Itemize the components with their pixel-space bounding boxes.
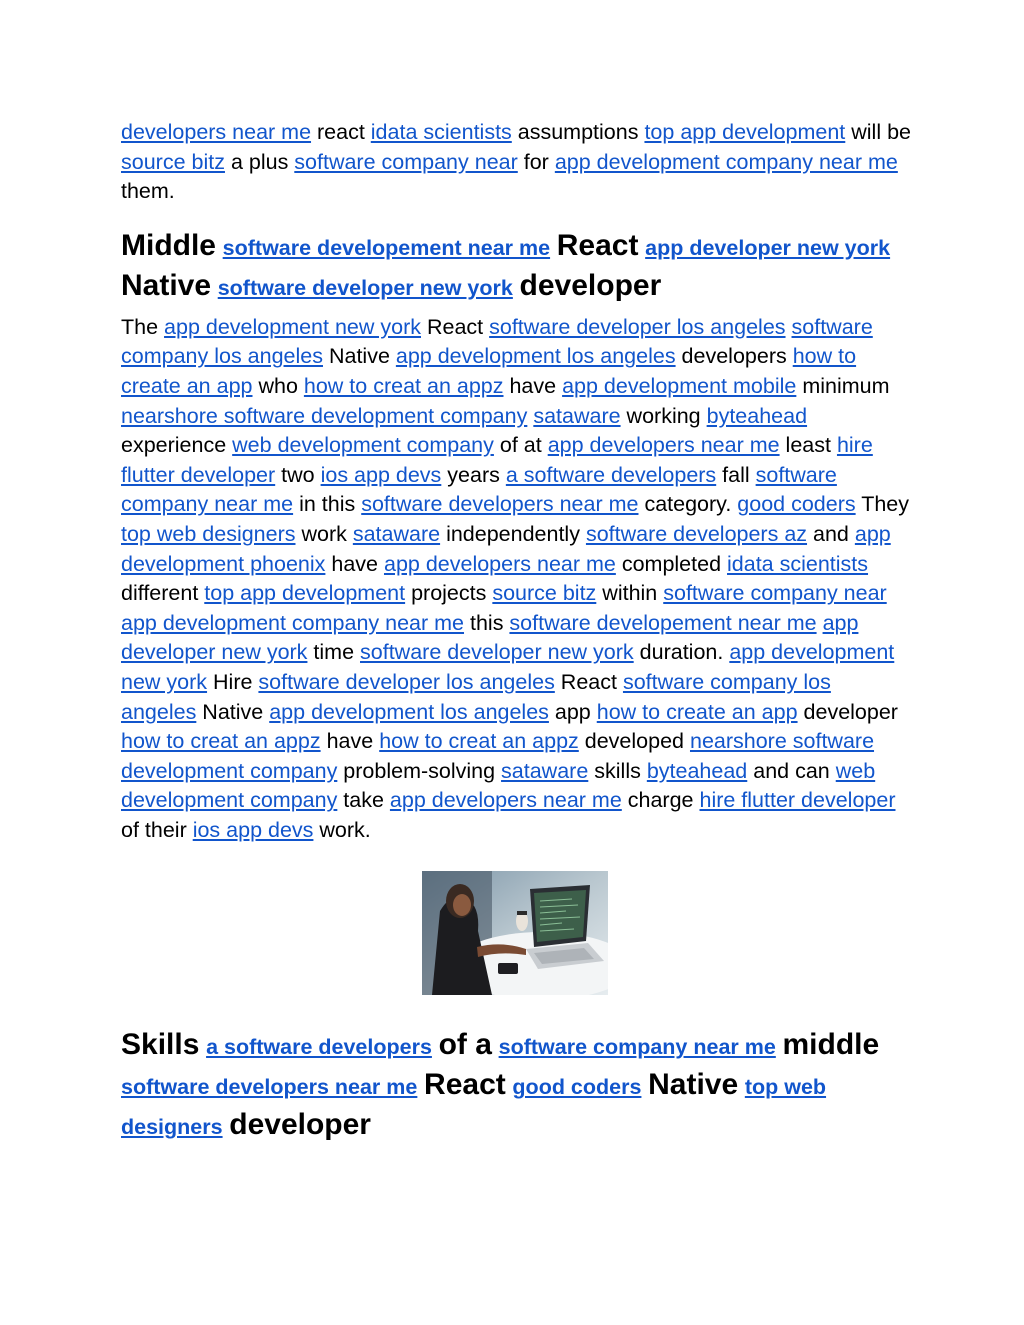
keyword-link[interactable]: how to creat an appz [121,729,321,754]
figure [121,871,911,1000]
text-run: work. [313,817,371,842]
heading-word: Middle [121,228,216,262]
keyword-link[interactable]: hire flutter developer [699,788,896,813]
keyword-link[interactable]: software company los angeles [121,669,831,724]
keyword-link[interactable]: app developers near me [383,551,616,576]
heading-word: React [424,1068,506,1102]
text-run [216,234,223,261]
keyword-link[interactable]: app developers near me [389,788,622,813]
text-run: developed [578,729,690,754]
keyword-link[interactable]: app developer new york [645,235,891,260]
keyword-link[interactable]: source bitz [492,581,597,606]
keyword-link[interactable]: app developers near me [547,433,780,458]
keyword-link[interactable]: software company near [663,581,887,606]
text-run: work [295,521,353,546]
text-run: who [252,373,304,398]
text-run: and can [747,758,836,783]
keyword-link[interactable]: web development company [232,433,494,458]
keyword-link[interactable]: software developement near me [222,235,551,260]
text-run: will be [845,120,911,144]
keyword-link[interactable]: top app development [644,120,846,144]
text-run: charge [621,788,700,813]
keyword-link[interactable]: good coders [512,1075,642,1100]
text-run: in this [293,492,362,517]
text-run [513,274,520,301]
text-run: this [464,610,510,635]
heading-word: Native [121,268,212,302]
keyword-link[interactable]: source bitz [121,149,225,174]
text-run: two [275,462,321,487]
intro-paragraph [121,118,911,207]
text-run: problem-solving [337,758,502,783]
keyword-link[interactable]: web development company [121,758,876,813]
text-run: developer [797,699,898,724]
text-run: have [503,373,563,398]
text-run: of at [493,433,548,458]
keyword-link[interactable]: a software developers [206,1035,432,1060]
keyword-link[interactable]: app development mobile [562,373,797,398]
keyword-link[interactable]: software company near [294,149,518,174]
keyword-link[interactable]: software developer new york [217,275,513,300]
text-run: React [554,669,623,694]
text-run: React [421,314,490,339]
keyword-link[interactable]: software developer new york [360,640,634,665]
keyword-link[interactable]: how to creat an appz [303,373,504,398]
keyword-link[interactable]: how to creat an appz [379,729,579,754]
keyword-link[interactable]: app development phoenix [121,521,891,576]
text-run: They [855,492,910,517]
keyword-link[interactable]: app development los angeles [269,699,549,724]
keyword-link[interactable]: nearshore software development company [121,403,528,428]
text-run: react [311,120,371,144]
keyword-link[interactable]: byteahead [646,758,748,783]
text-run: independently [440,521,586,546]
keyword-link[interactable]: software developers az [585,521,808,546]
keyword-link[interactable]: how to create an app [121,344,857,398]
keyword-link[interactable]: top web designers [121,1075,827,1140]
text-run [492,1033,499,1060]
heading-word: Skills [121,1028,200,1062]
heading-word: of a [438,1028,492,1062]
keyword-link[interactable]: sataware [352,521,441,546]
text-run: duration. [633,640,730,665]
text-run: skills [588,758,647,783]
keyword-link[interactable]: software developement near me [509,610,817,635]
photo-woman-laptop-icon [422,871,608,995]
text-run: within [596,581,664,606]
keyword-link[interactable]: software company near me [498,1035,776,1060]
keyword-link[interactable]: top app development [204,581,406,606]
text-run: fall [716,462,756,487]
text-run: category. [638,492,738,517]
text-run: a plus [224,149,295,174]
section-heading-skills [121,1026,911,1146]
text-run: The [121,314,165,339]
keyword-link[interactable]: developers near me [121,120,312,144]
text-run [738,1073,745,1100]
keyword-link[interactable]: a software developers [505,462,717,487]
keyword-link[interactable]: app development new york [164,314,421,339]
keyword-link[interactable]: sataware [501,758,589,783]
text-run: years [441,462,506,487]
keyword-link[interactable]: nearshore software development company [121,729,875,783]
text-run: developers [675,344,793,369]
keyword-link[interactable]: app development company near me [554,149,898,174]
text-run: working [620,403,707,428]
keyword-link[interactable]: byteahead [706,403,808,428]
text-run: have [325,551,384,576]
keyword-link[interactable]: app developer new york [121,610,859,665]
text-run: have [320,729,380,754]
keyword-link[interactable]: software company near me [121,462,837,517]
keyword-link[interactable]: app development los angeles [395,344,676,369]
section-heading-middle-developer [121,227,911,307]
text-run [211,274,218,301]
text-run: them. [121,179,175,204]
heading-word: developer [229,1108,371,1142]
text-run: experience [121,433,233,458]
keyword-link[interactable]: software developers near me [361,492,639,517]
text-run: projects [405,581,493,606]
keyword-link[interactable]: top web designers [121,521,296,546]
text-run: app [548,699,597,724]
text-run: Native [196,699,270,724]
text-run: Hire [207,669,259,694]
keyword-link[interactable]: idata scientists [727,551,869,576]
keyword-link[interactable]: software developer los angeles [258,669,555,694]
document-page [121,118,911,1146]
heading-word: React [556,228,639,262]
text-run [776,1033,783,1060]
text-run: minimum [796,373,890,398]
body-paragraph [121,313,911,846]
keyword-link[interactable]: good coders [737,492,856,517]
keyword-link[interactable]: hire flutter developer [121,433,873,487]
text-run: and [807,521,855,546]
text-run: Native [322,344,396,369]
keyword-link[interactable]: how to create an app [596,699,798,724]
keyword-link[interactable]: software developer los angeles [489,314,786,339]
text-run: different [121,581,205,606]
heading-word: Native [648,1068,739,1102]
text-run: of their [121,817,193,842]
text-run [432,1033,439,1060]
text-run: least [779,433,837,458]
text-run: assumptions [511,120,645,144]
keyword-link[interactable]: ios app devs [320,462,442,487]
keyword-link[interactable]: software developers near me [121,1075,418,1100]
keyword-link[interactable]: app development new york [121,640,895,694]
text-run: for [517,149,555,174]
text-run: time [307,640,361,665]
keyword-link[interactable]: software company los angeles [121,314,873,369]
text-run: completed [615,551,728,576]
heading-word: developer [519,268,662,302]
text-run: take [337,788,390,813]
text-run [550,234,557,261]
keyword-link[interactable]: sataware [533,403,621,428]
heading-word: middle [782,1028,880,1062]
keyword-link[interactable]: app development company near me [121,610,465,635]
keyword-link[interactable]: ios app devs [192,817,314,842]
keyword-link[interactable]: idata scientists [370,120,512,144]
